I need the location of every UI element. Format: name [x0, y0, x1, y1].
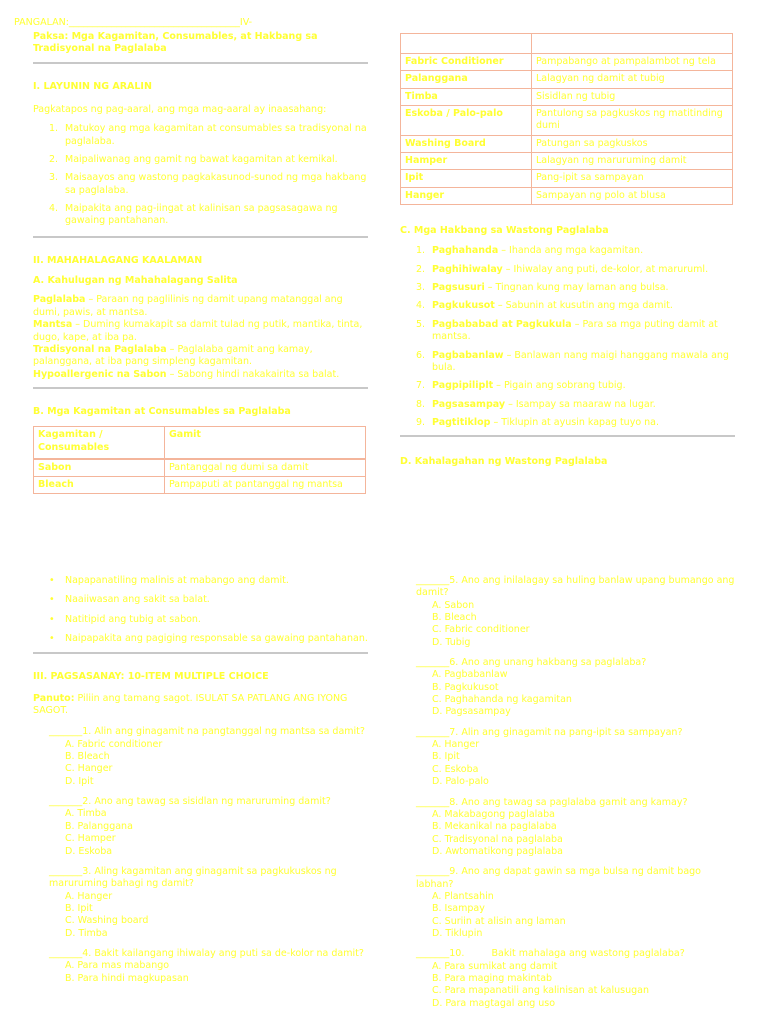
term-item: Mantsa – Duming kumakapit sa damit tulad ng putik, mantika, tinta, dugo, kape, at iba pa. [33, 319, 363, 343]
answer-blank[interactable]: _______1. [49, 726, 92, 738]
subsection-a-title: A. Kahulugan ng Mahahalagang Salita [33, 275, 238, 287]
table-cell: Lalagyan ng maruruming damit [532, 153, 733, 170]
option: A. Plantsahin [432, 890, 494, 902]
question-item: _______9. Ano ang dapat gawin sa mga bulsa ng damit bago labhan? A. Plantsahin B. Isampay C. Suriin at alisin ang laman D. Tiklupin [400, 866, 740, 940]
answer-blank[interactable]: _______9. [416, 866, 459, 878]
divider [400, 435, 735, 437]
list-item: 7. Pagpipiliplt – Pigain ang sobrang tubig. [416, 380, 626, 392]
question-item: _______3. Aling kagamitan ang ginagamit sa pagkukuskos ng maruruming bahagi ng damit? A. Hanger B. Ipit C. Washing board D. Timba [33, 866, 368, 940]
option: D. Eskoba [65, 845, 113, 857]
option: A. Hanger [65, 890, 113, 902]
table-cell: Lalagyan ng damit at tubig [532, 71, 733, 88]
option: D. Tubig [432, 636, 471, 648]
answer-blank[interactable]: _______3. [49, 865, 92, 877]
section-1-intro: Pagkatapos ng pag-aaral, ang mga mag-aaral ay inaasahang: [33, 104, 327, 116]
divider [33, 652, 368, 654]
list-item: 1. Paghahanda – Ihanda ang mga kagamitan. [416, 245, 644, 257]
divider [33, 62, 368, 64]
table-row [401, 106, 733, 136]
option: D. Para magtagal ang uso [432, 997, 556, 1009]
list-item: 4. Maipakita ang pag-iingat at kalinisan sa pagsasagawa ng gawaing pantahanan. [49, 203, 338, 227]
option: B. Bleach [65, 751, 110, 763]
table-header-row [34, 427, 366, 459]
table-cell: Sabon [34, 459, 165, 477]
subsection-b-title: B. Mga Kagamitan at Consumables sa Paglalaba [33, 405, 291, 417]
option: A. Para sumikat ang damit [432, 960, 558, 972]
table-row [34, 477, 366, 494]
name-line-text: PANGALAN:____________________________________IV- [14, 17, 253, 28]
table-cell: Hamper [401, 153, 532, 170]
option: B. Palanggana [65, 820, 133, 832]
materials-table [33, 426, 366, 494]
divider [33, 236, 368, 238]
answer-blank[interactable]: _______2. [49, 796, 92, 808]
table-cell: Sisidlan ng tubig [532, 88, 733, 105]
option: A. Para mas mabango [65, 960, 170, 972]
question-item: _______1. Alin ang ginagamit na pangtanggal ng mantsa sa damit? A. Fabric conditioner B. Bleach C. Hanger D. Ipit [33, 726, 368, 788]
list-item: 1. Matukoy ang mga kagamitan at consumables sa tradisyonal na paglalaba. [49, 123, 367, 147]
table-row [34, 459, 366, 477]
table-cell: Washing Board [401, 135, 532, 152]
table-cell: Ipit [401, 170, 532, 187]
table-cell: Sampayan ng polo at blusa [532, 187, 733, 204]
list-item: 2. Paghihiwalay – Ihiwalay ang puti, de-kolor, at maruruml. [416, 263, 709, 275]
questions-right [400, 575, 740, 1018]
option: D. Awtomatikong paglalaba [432, 845, 563, 857]
name-line [14, 17, 374, 29]
question-item: _______2. Ano ang tawag sa sisidlan ng maruruming damit? A. Timba B. Palanggana C. Hamper D. Eskoba [33, 796, 368, 858]
option: C. Paghahanda ng kagamitan [432, 694, 572, 706]
option: A. Pagbabanlaw [432, 669, 508, 681]
option: C. Hamper [65, 833, 116, 845]
instructions: Panuto: Piliin ang tamang sagot. ISULAT SA PATLANG ANG IYONG SAGOT. [33, 692, 348, 717]
list-item: • Naaiiwasan ang sakit sa balat. [49, 594, 210, 606]
answer-blank[interactable]: _______6. [416, 657, 459, 669]
option: C. Hanger [65, 763, 113, 775]
option: A. Sabon [432, 599, 475, 611]
table-row [401, 170, 733, 187]
section-3-title: III. PAGSASANAY: 10-ITEM MULTIPLE CHOICE [33, 671, 269, 683]
list-item: 6. Pagbabanlaw – Banlawan nang maigi hanggang mawala ang bula. [416, 349, 729, 373]
table-cell: Bleach [34, 477, 165, 494]
importance-list [33, 575, 368, 645]
option: A. Timba [65, 808, 107, 820]
option: D. Ipit [65, 775, 94, 787]
table-cell: Pantanggal ng dumi sa damit [165, 459, 366, 477]
table-header-cell: Gamit [165, 427, 366, 459]
option: B. Para hindi magkupasan [65, 972, 189, 984]
table-cell [401, 34, 532, 54]
option: C. Tradisyonal na paglalaba [432, 833, 563, 845]
table-cell: Hanger [401, 187, 532, 204]
table-cell: Pampaputi at pantanggal ng mantsa [165, 477, 366, 494]
list-item: 9. Pagtitiklop – Tiklupin at ayusin kapag tuyo na. [416, 416, 660, 428]
term-item: Tradisyonal na Paglalaba – Paglalaba gamit ang kamay, palanggana, at iba pang simpleng kagamitan. [33, 343, 313, 368]
answer-blank[interactable]: _______5. [416, 575, 459, 586]
table-row [401, 135, 733, 152]
option: B. Pagkukusot [432, 681, 499, 693]
list-item: 2. Maipaliwanag ang gamit ng bawat kagamitan at kemikal. [49, 154, 338, 166]
list-item: 3. Pagsusuri – Tingnan kung may laman ang bulsa. [416, 282, 669, 294]
table-row [401, 88, 733, 105]
option: C. Suriin at alisin ang laman [432, 915, 566, 927]
option: C. Para mapanatili ang kalinisan at kalusugan [432, 985, 650, 997]
option: B. Isampay [432, 903, 485, 915]
question-item: _______6. Ano ang unang hakbang sa paglalaba? A. Pagbabanlaw B. Pagkukusot C. Paghahanda ng kagamitan D. Pagsasampay [400, 657, 740, 719]
option: D. Pagsasampay [432, 706, 511, 718]
questions-left [33, 726, 368, 985]
option: B. Para maging makintab [432, 972, 553, 984]
option: A. Hanger [432, 739, 480, 751]
table-cell: Eskoba / Palo-palo [401, 106, 532, 136]
option: C. Washing board [65, 915, 149, 927]
answer-blank[interactable]: _______8. [416, 796, 459, 808]
steps-list [400, 245, 735, 429]
divider [33, 387, 368, 389]
term-item: Paglalaba – Paraan ng paglilinis ng damit upang matanggal ang dumi, pawis, at mantsa. [33, 294, 343, 318]
list-item: • Napapanatiling malinis at mabango ang damit. [49, 575, 289, 586]
list-item: • Natitipid ang tubig at sabon. [49, 613, 201, 625]
list-item: 3. Maisaayos ang wastong pagkakasunod-sunod ng mga hakbang sa paglalaba. [49, 172, 367, 196]
question-item: _______4. Bakit kailangang ihiwalay ang puti sa de-kolor na damit? A. Para mas mabango B. Para hindi magkupasan [33, 948, 368, 985]
answer-blank[interactable]: _______10. [416, 948, 465, 960]
table-cell: Patungan sa pagkuskos [532, 135, 733, 152]
option: B. Ipit [65, 902, 93, 914]
table-header-cell: Kagamitan / Consumables [34, 427, 165, 459]
table-cell: Palanggana [401, 71, 532, 88]
table-row [401, 187, 733, 204]
materials-table-continued [400, 33, 733, 205]
table-cell: Timba [401, 88, 532, 105]
table-row [401, 71, 733, 88]
terms-list [33, 294, 368, 380]
list-item: 4. Pagkukusot – Sabunin at kusutin ang mga damit. [416, 300, 673, 312]
option: B. Mekanikal na paglalaba [432, 821, 557, 833]
list-item: • Naipapakita ang pagiging responsable sa gawaing pantahanan. [49, 633, 368, 645]
table-row [401, 54, 733, 71]
option: A. Makabagong paglalaba [432, 808, 555, 820]
option: C. Fabric conditioner [432, 624, 530, 636]
subsection-c-title: C. Mga Hakbang sa Wastong Paglalaba [400, 225, 609, 237]
table-cell: Pampabango at pampalambot ng tela [532, 54, 733, 71]
option: D. Timba [65, 927, 108, 939]
option: D. Tiklupin [432, 927, 483, 939]
question-item: _______5. Ano ang inilalagay sa huling banlaw upang bumango ang damit? A. Sabon B. Bleach C. Fabric conditioner D. Tubig [400, 575, 740, 649]
answer-blank[interactable]: _______7. [416, 726, 459, 738]
table-cell: Fabric Conditioner [401, 54, 532, 71]
option: B. Bleach [432, 612, 477, 624]
option: C. Eskoba [432, 763, 479, 775]
table-cell: Pang-ipit sa sampayan [532, 170, 733, 187]
section-2-title: II. MAHAHALAGANG KAALAMAN [33, 254, 203, 266]
option: D. Palo-palo [432, 776, 489, 788]
table-cell: Pantulong sa pagkuskos ng matitinding dumi [532, 106, 733, 136]
answer-blank[interactable]: _______4. [49, 947, 92, 959]
list-item: 8. Pagsasampay – Isampay sa maaraw na lugar. [416, 398, 656, 410]
term-item: Hypoallergenic na Sabon – Sabong hindi nakakairita sa balat. [33, 368, 340, 380]
option: B. Ipit [432, 751, 460, 763]
question-item: _______7. Alin ang ginagamit na pang-ipit sa sampayan? A. Hanger B. Ipit C. Eskoba D. Palo-palo [400, 727, 740, 789]
table-cell [532, 34, 733, 54]
subsection-d-title: D. Kahalagahan ng Wastong Paglalaba [400, 456, 608, 468]
table-row [401, 34, 733, 54]
section-1-title: I. LAYUNIN NG ARALIN [33, 80, 152, 92]
objectives-list [33, 123, 368, 227]
topic-heading: Paksa: Mga Kagamitan, Consumables, at Hakbang sa Tradisyonal na Paglalaba [33, 31, 318, 55]
question-item: _______10. Bakit mahalaga ang wastong paglalaba? A. Para sumikat ang damit B. Para maging makintab C. Para mapanatili ang kalinisan at kalusugan D. Para magtagal ang uso [400, 948, 740, 1010]
option: A. Fabric conditioner [65, 738, 163, 750]
list-item: 5. Pagbababad at Pagkukula – Para sa mga puting damit at mantsa. [416, 318, 718, 343]
table-row [401, 153, 733, 170]
question-item: _______8. Ano ang tawag sa paglalaba gamit ang kamay? A. Makabagong paglalaba B. Mekanikal na paglalaba C. Tradisyonal na paglalaba D. Awtomatikong paglalaba [400, 797, 740, 859]
